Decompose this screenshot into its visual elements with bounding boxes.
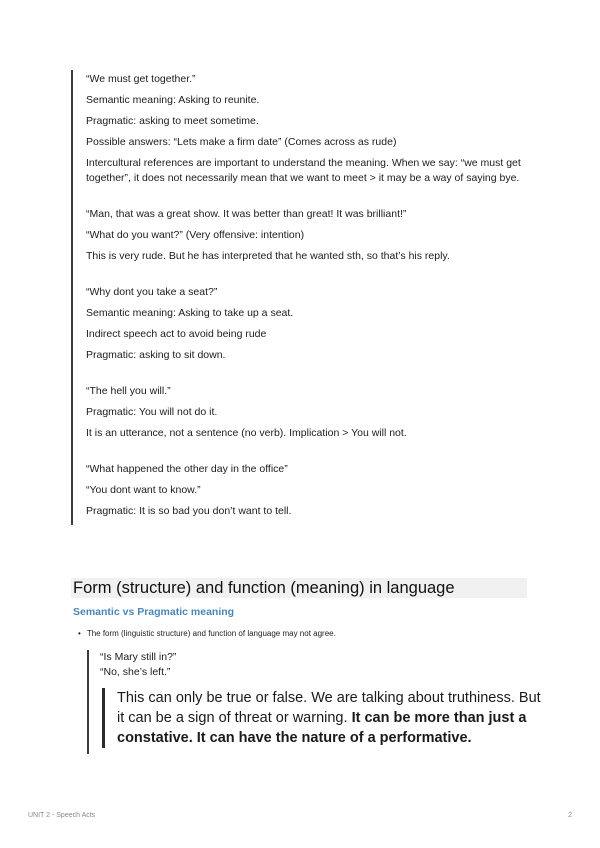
quote-line: Semantic meaning: Asking to reunite.	[86, 94, 260, 106]
quote-line: “What happened the other day in the office”	[86, 463, 288, 475]
explanation-bold: It can be more than just a constative. It can have the nature of a performative.	[117, 710, 527, 746]
spacer	[86, 369, 546, 384]
quote-line: Indirect speech act to avoid being rude	[86, 328, 267, 340]
quote-line: Intercultural references are important to understand the meaning. When we say: “we must get together”, it does not necessarily mean that we want to meet > it may be a way of saying bye.	[86, 157, 521, 184]
quote-line: “We must get together.”	[86, 73, 196, 85]
quote-line: Pragmatic: asking to sit down.	[86, 349, 226, 361]
quote-line: “Man, that was a great show. It was better than great! It was brilliant!”	[86, 208, 407, 220]
example-quote	[87, 650, 550, 754]
quote-line: Possible answers: “Lets make a firm date” (Comes across as rude)	[86, 136, 397, 148]
quote-line: Pragmatic: asking to meet sometime.	[86, 115, 259, 127]
spacer	[86, 192, 546, 207]
quote-line: “Why dont you take a seat?”	[86, 286, 218, 298]
quote-line: Pragmatic: It is so bad you don’t want to tell.	[86, 505, 292, 517]
section-subheading: Semantic vs Pragmatic meaning	[73, 606, 235, 618]
quote-line: This is very rude. But he has interpreted that he wanted sth, so that’s his reply.	[86, 250, 450, 262]
quote-line: “You dont want to know.”	[86, 484, 201, 496]
quote-line: “The hell you will.”	[86, 385, 171, 397]
bullet-item: • The form (linguistic structure) and function of language may not agree.	[78, 628, 336, 640]
quote-line: It is an utterance, not a sentence (no verb). Implication > You will not.	[86, 427, 407, 439]
quote-block	[71, 70, 546, 525]
page-number: 2	[568, 812, 572, 819]
quote-line: Pragmatic: You will not do it.	[86, 406, 218, 418]
explanation-text	[117, 688, 550, 748]
quote-line: Semantic meaning: Asking to take up a seat.	[86, 307, 294, 319]
spacer	[86, 447, 546, 462]
spacer	[86, 270, 546, 285]
example-line: “No, she’s left.”	[100, 666, 171, 678]
explanation-plain: This can only be true or false. We are talking about truthiness. But it can be a sign of threat or warning.	[117, 690, 541, 726]
quote-line: “What do you want?” (Very offensive: intention)	[86, 229, 305, 241]
explanation-quote	[102, 688, 550, 748]
footer-title: UNIT 2 - Speech Acts	[28, 812, 96, 819]
example-line: “Is Mary still in?”	[100, 651, 177, 663]
section-heading: Form (structure) and function (meaning) in language	[71, 578, 527, 598]
